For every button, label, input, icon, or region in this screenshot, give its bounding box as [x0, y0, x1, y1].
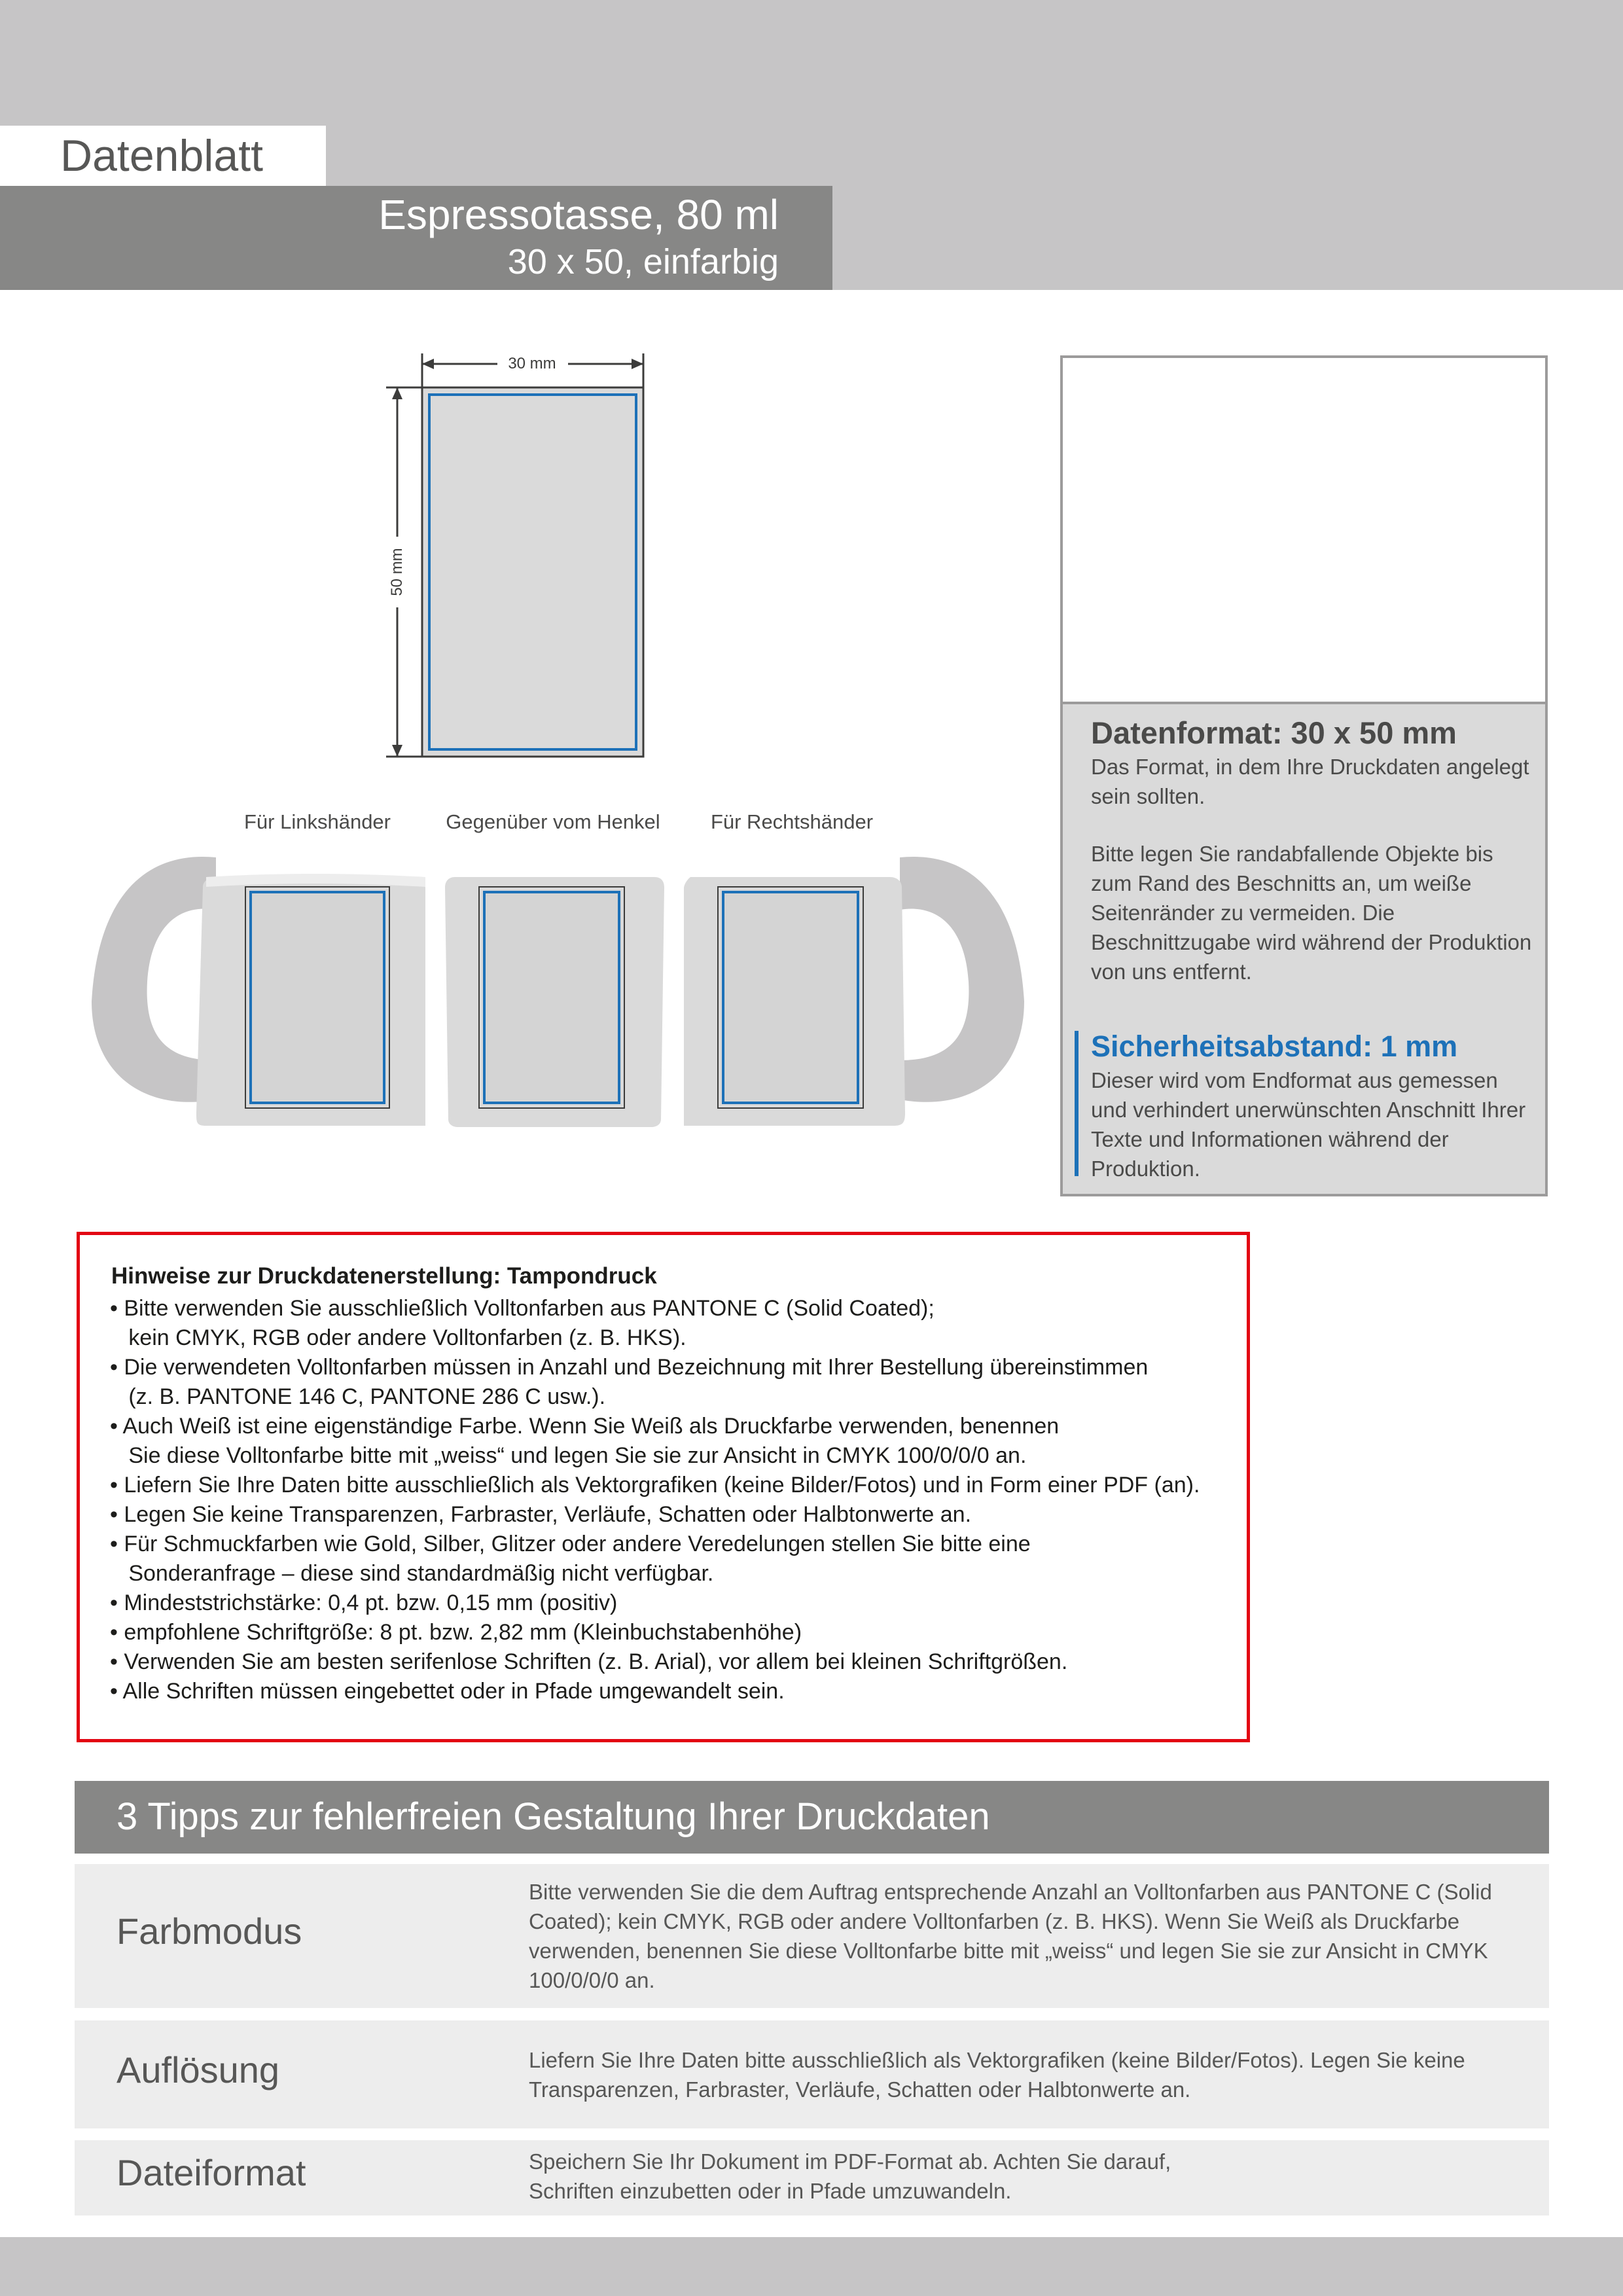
- list-item: (z. B. PANTONE 146 C, PANTONE 286 C usw.).: [110, 1384, 606, 1409]
- mug-right-handed: [684, 857, 1024, 1126]
- list-item: • Für Schmuckfarben wie Gold, Silber, Glitzer oder andere Veredelungen stellen Sie bitte eine: [110, 1532, 1031, 1556]
- tip-text-file-format: Speichern Sie Ihr Dokument im PDF-Format ab. Achten Sie darauf, Schriften einzubetten oder in Pfade umzuwandeln.: [529, 2149, 1171, 2203]
- tip-label-color-mode: Farbmodus: [116, 1910, 302, 1952]
- tip-text-color-mode: Bitte verwenden Sie die dem Auftrag entsprechende Anzahl an Volltonfarben aus PANTONE C (Solid Coated); kein CMYK, RGB oder andere Volltonfarben (z. B. HKS). Wenn Sie Weiß als Druckfarbe verwenden, benennen Sie diese Volltonfarbe bitte mit „weiss“ und legen Sie sie zur Ansicht in CMYK 100/0/0/0 an.: [529, 1880, 1492, 1992]
- product-subtitle: 30 x 50, einfarbig: [507, 242, 779, 281]
- tip-label-file-format: Dateiformat: [116, 2152, 306, 2193]
- print-notes-title: Hinweise zur Druckdatenerstellung: Tampondruck: [111, 1263, 657, 1289]
- list-item: • Legen Sie keine Transparenzen, Farbraster, Verläufe, Schatten oder Halbtonwerte an.: [110, 1502, 972, 1527]
- list-item: • Bitte verwenden Sie ausschließlich Volltonfarben aus PANTONE C (Solid Coated);: [110, 1296, 935, 1321]
- mug-front-view: [445, 877, 664, 1127]
- mug-label-right-handed: Für Rechtshänder: [710, 810, 874, 833]
- list-item: • Mindeststrichstärke: 0,4 pt. bzw. 0,15 mm (positiv): [110, 1590, 618, 1615]
- safety-accent-bar: [1075, 1031, 1079, 1176]
- safety-margin-title: Sicherheitsabstand: 1 mm: [1091, 1030, 1458, 1063]
- list-item: Sie diese Volltonfarbe bitte mit „weiss“ und legen Sie sie zur Ansicht in CMYK 100/0/0/0 an.: [110, 1443, 1027, 1468]
- list-item: • empfohlene Schriftgröße: 8 pt. bzw. 2,82 mm (Kleinbuchstabenhöhe): [110, 1620, 802, 1645]
- width-dimension-label: 30 mm: [508, 355, 556, 372]
- datasheet-label: Datenblatt: [60, 131, 263, 181]
- list-item: • Verwenden Sie am besten serifenlose Schriften (z. B. Arial), vor allem bei kleinen Schriftgrößen.: [110, 1649, 1068, 1674]
- list-item: • Alle Schriften müssen eingebettet oder in Pfade umgewandelt sein.: [110, 1679, 785, 1704]
- print-area-diagram: [386, 352, 643, 757]
- list-item: • Liefern Sie Ihre Daten bitte ausschließlich als Vektorgrafiken (keine Bilder/Fotos) und in Form einer PDF (an).: [110, 1473, 1200, 1498]
- mug-left-handed: [92, 857, 425, 1126]
- tips-title: 3 Tipps zur fehlerfreien Gestaltung Ihrer Druckdaten: [116, 1795, 990, 1838]
- data-format-title: Datenformat: 30 x 50 mm: [1091, 715, 1457, 750]
- mug-label-left-handed: Für Linkshänder: [243, 810, 391, 833]
- print-notes-list: [110, 1294, 1242, 1706]
- tip-text-resolution: Liefern Sie Ihre Daten bitte ausschließlich als Vektorgrafiken (keine Bilder/Fotos). Legen Sie keine Transparenzen, Farbraster, Verläufe, Schatten oder Halbtonwerte an.: [529, 2048, 1465, 2102]
- product-title: Espressotasse, 80 ml: [378, 191, 779, 238]
- mug-label-front: Gegenüber vom Henkel: [446, 810, 660, 833]
- footer-band: [0, 2237, 1623, 2296]
- list-item: • Auch Weiß ist eine eigenständige Farbe. Wenn Sie Weiß als Druckfarbe verwenden, benennen: [110, 1414, 1060, 1439]
- safety-margin-text: Dieser wird vom Endformat aus gemessen und verhindert unerwünschten Anschnitt Ihrer Texte und Informationen während der Produktion.: [1091, 1068, 1526, 1181]
- list-item: Sonderanfrage – diese sind standardmäßig nicht verfügbar.: [110, 1561, 714, 1586]
- bleed-text: Bitte legen Sie randabfallende Objekte bis zum Rand des Beschnitts an, um weiße Seitenränder zu vermeiden. Die Beschnittzugabe wird während der Produktion von uns entfernt.: [1091, 842, 1532, 984]
- data-format-text: Das Format, in dem Ihre Druckdaten angelegt sein sollten.: [1091, 755, 1529, 808]
- list-item: • Die verwendeten Volltonfarben müssen in Anzahl und Bezeichnung mit Ihrer Bestellung übereinstimmen: [110, 1355, 1149, 1380]
- tip-label-resolution: Auflösung: [116, 2049, 280, 2090]
- list-item: kein CMYK, RGB oder andere Volltonfarben (z. B. HKS).: [110, 1325, 687, 1350]
- height-dimension-label: 50 mm: [388, 548, 406, 596]
